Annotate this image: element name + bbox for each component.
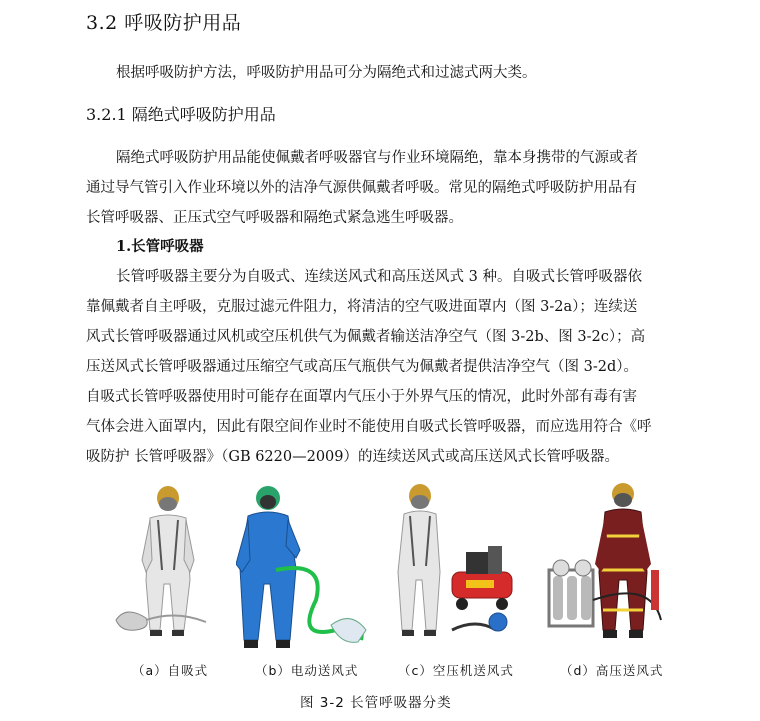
figure-3-2 [86,480,686,660]
paragraph-line: 风式长管呼吸器通过风机或空压机供气为佩戴者输送洁净空气（图 3-2b、图 3-2c）；高 [86,329,646,345]
figure-caption-a: （a）自吸式 [132,663,209,678]
paragraph-line: 压送风式长管呼吸器通过压缩空气或高压气瓶供气为佩戴者提供洁净空气（图 3-2d）。 [86,359,638,375]
section-heading: 3.2 呼吸防护用品 [86,12,242,34]
figure-caption-b: （b）电动送风式 [255,663,359,678]
paragraph-line: 自吸式长管呼吸器使用时可能存在面罩内气压小于外界气压的情况，此时外部有毒有害 [86,389,637,405]
high-pressure-respirator-illustration [541,480,681,650]
paragraph-line: 长管呼吸器主要分为自吸式、连续送风式和高压送风式 3 种。自吸式长管呼吸器依 [116,269,642,285]
figure-caption-d: （d）高压送风式 [560,663,664,678]
subsection-heading: 3.2.1 隔绝式呼吸防护用品 [86,105,276,124]
item-paragraph [86,262,681,472]
figure-caption-c: （c）空压机送风式 [398,663,514,678]
paragraph-line: 根据呼吸防护方法，呼吸防护用品可分为隔绝式和过滤式两大类。 [116,65,537,81]
electric-fan-respirator-illustration [236,480,376,650]
paragraph-line: 隔绝式呼吸防护用品能使佩戴者呼吸器官与作业环境隔绝，靠本身携带的气源或者 [116,150,638,166]
section-intro-paragraph [86,58,681,88]
figure-title: 图 3-2 长管呼吸器分类 [300,695,452,711]
air-compressor-respirator-illustration [396,480,526,645]
item-heading: 1.长管呼吸器 [116,238,204,255]
subsection-paragraph [86,143,681,233]
paragraph-line: 长管呼吸器、正压式空气呼吸器和隔绝式紧急逃生呼吸器。 [86,210,463,226]
paragraph-line: 靠佩戴者自主呼吸，克服过滤元件阻力，将清洁的空气吸进面罩内（图 3-2a）；连续送 [86,299,638,315]
self-suction-respirator-illustration [106,480,226,640]
paragraph-line: 吸防护 长管呼吸器》（GB 6220—2009）的连续送风式或高压送风式长管呼吸器。 [86,449,620,465]
paragraph-line: 通过导气管引入作业环境以外的洁净气源供佩戴者呼吸。常见的隔绝式呼吸防护用品有 [86,180,637,196]
paragraph-line: 气体会进入面罩内，因此有限空间作业时不能使用自吸式长管呼吸器，而应选用符合《呼 [86,419,652,435]
